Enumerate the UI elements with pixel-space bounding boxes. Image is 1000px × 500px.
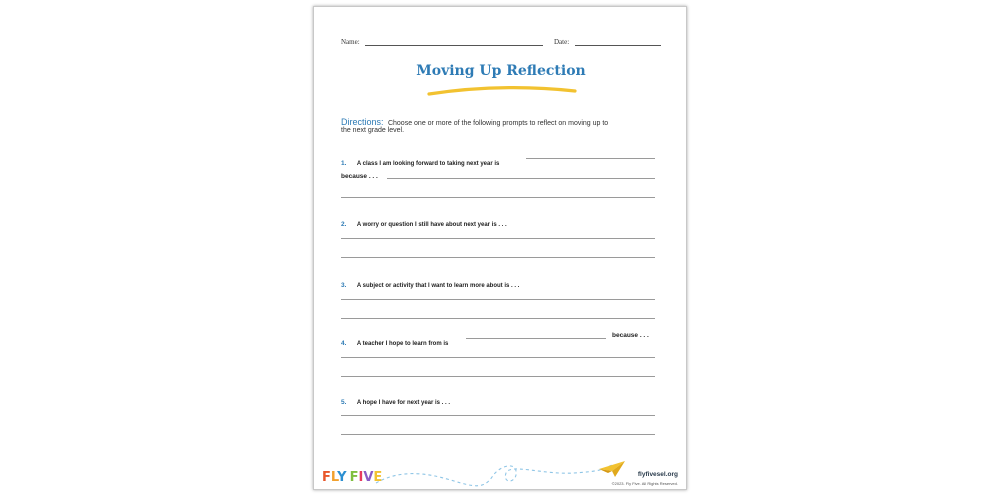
date-field-line[interactable] [575, 45, 661, 46]
prompt-number: 4. [341, 340, 347, 347]
answer-line[interactable] [341, 197, 655, 198]
prompt-number: 2. [341, 221, 347, 228]
prompt-number: 5. [341, 399, 347, 406]
date-label: Date: [554, 38, 570, 46]
worksheet-page [313, 6, 687, 490]
prompt-text: A teacher I hope to learn from is [356, 341, 449, 347]
footer-copyright: ©2023. Fly Five. All Rights Reserved. [611, 481, 678, 486]
prompt-3 [341, 274, 519, 292]
answer-line[interactable] [341, 257, 655, 258]
name-field-line[interactable] [365, 45, 543, 46]
directions-heading: Directions: [341, 117, 384, 127]
title-underline-swoosh [426, 84, 578, 98]
answer-line[interactable] [341, 238, 655, 239]
prompt-5 [341, 391, 450, 409]
prompt-text: A subject or activity that I want to learn more about is . . . [356, 283, 520, 289]
prompt-number: 1. [341, 160, 347, 167]
answer-line[interactable] [341, 434, 655, 435]
prompt-4 [341, 332, 448, 350]
name-label: Name: [341, 38, 360, 46]
prompt-1 [341, 152, 499, 170]
prompt-number: 3. [341, 282, 347, 289]
because-label: because . . . [341, 173, 378, 180]
prompt-2 [341, 213, 507, 231]
prompt-text: A class I am looking forward to taking next year is [356, 161, 500, 167]
flight-path-decoration [374, 455, 614, 491]
fly-five-logo: FLY FIVE [322, 470, 383, 485]
answer-line[interactable] [341, 376, 655, 377]
directions-text-line1: Choose one or more of the following prompts to reflect on moving up to [387, 120, 609, 127]
paper-airplane-icon [598, 459, 626, 479]
prompt-text: A hope I have for next year is . . . [356, 400, 451, 406]
answer-line[interactable] [341, 357, 655, 358]
answer-line[interactable] [341, 318, 655, 319]
prompt-text: A worry or question I still have about next year is . . . [356, 222, 507, 228]
answer-line[interactable] [526, 158, 655, 159]
answer-line[interactable] [341, 415, 655, 416]
because-label: because . . . [612, 332, 649, 339]
page-title: Moving Up Reflection [416, 63, 586, 79]
answer-line[interactable] [466, 338, 606, 339]
answer-line[interactable] [341, 299, 655, 300]
footer-url[interactable]: flyfivesel.org [637, 471, 678, 478]
directions-text-line2: the next grade level. [341, 127, 405, 134]
answer-line[interactable] [387, 178, 655, 179]
